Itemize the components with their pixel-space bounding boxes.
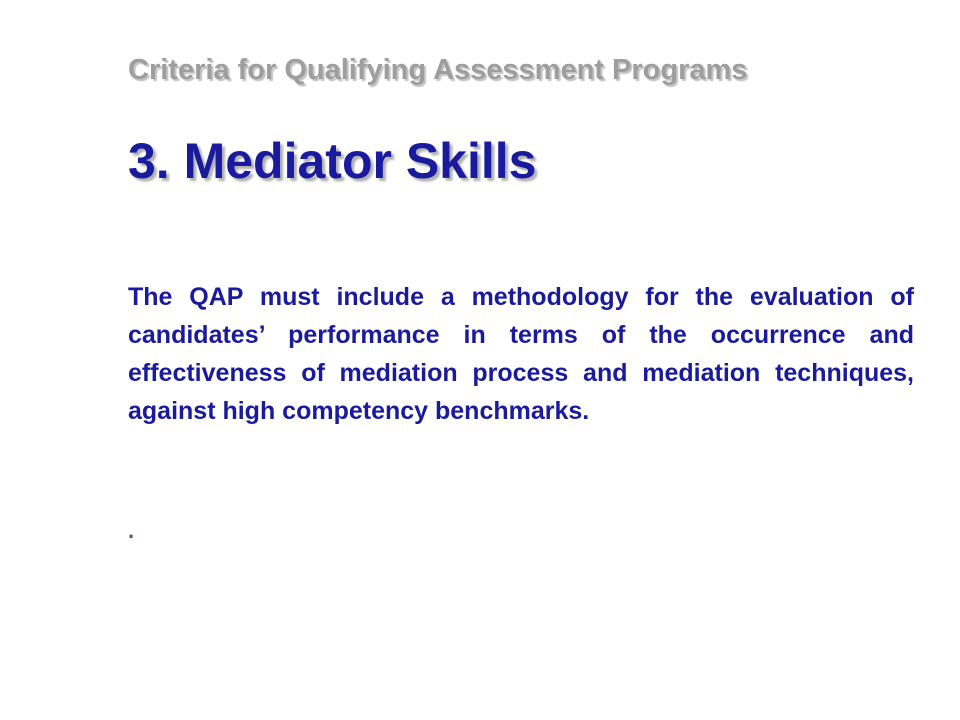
slide-body-paragraph: The QAP must include a methodology for the evaluation of candidates’ performance in terms of the occurrence and effectiveness of mediation process and mediation techniques, against high competency benchmarks. xyxy=(128,283,914,425)
slide-title: 3. Mediator Skills xyxy=(128,133,537,189)
slide-supertitle: Criteria for Qualifying Assessment Programs xyxy=(128,54,748,86)
slide-footnote: . xyxy=(128,518,135,543)
